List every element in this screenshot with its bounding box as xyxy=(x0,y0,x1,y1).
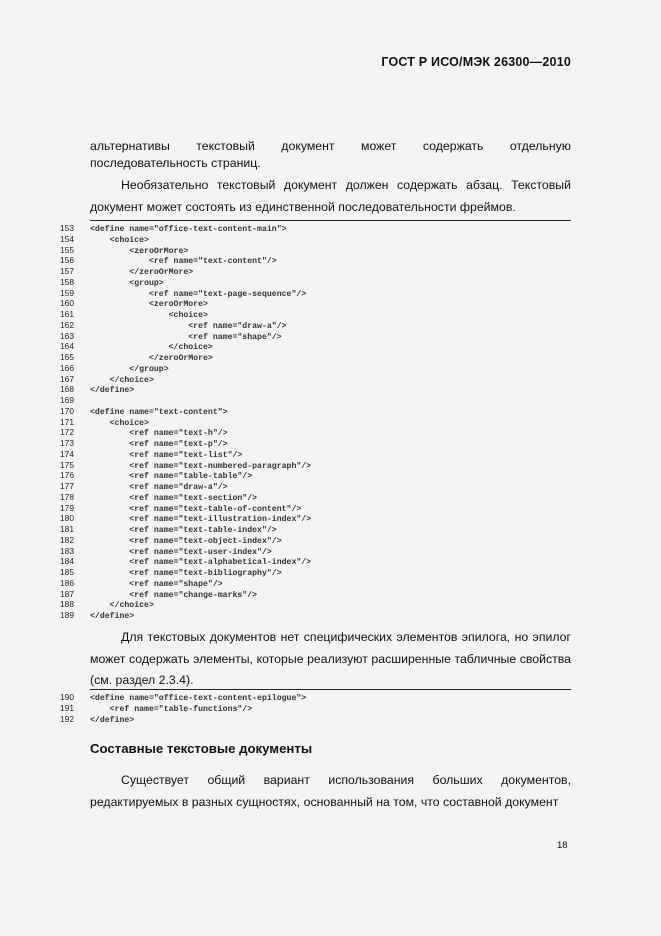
code-line xyxy=(60,524,571,535)
code-line xyxy=(60,298,571,309)
code-text: </define> xyxy=(90,715,135,725)
line-number: 170 xyxy=(60,405,74,416)
line-number: 187 xyxy=(60,588,74,599)
document-header: ГОСТ Р ИСО/МЭК 26300—2010 xyxy=(381,55,571,69)
code-text: <ref name="shape"/> xyxy=(90,579,223,589)
code-text: <ref name="text-alphabetical-index"/> xyxy=(90,558,312,567)
line-number: 154 xyxy=(60,233,74,244)
code-text: </define> xyxy=(90,386,135,395)
paragraph-optional-paragraph: Необязательно текстовый документ должен содержать абзац. Текстовый документ может состоять из единственной последовательности фреймов. xyxy=(90,178,571,214)
paragraph-compound-documents: Существует общий вариант использования больших документов, редактируемых в разных сущностях, основанный на том, что составной документ xyxy=(90,773,571,809)
code-text: <ref name="text-section"/> xyxy=(90,493,258,503)
line-number: 174 xyxy=(60,448,74,459)
code-text: <zeroOrMore> xyxy=(90,246,189,256)
code-text: </choice> xyxy=(90,343,213,352)
code-line xyxy=(60,460,571,471)
code-text: <choice> xyxy=(90,311,208,320)
code-line xyxy=(60,341,571,352)
code-line xyxy=(60,234,571,245)
code-line xyxy=(60,363,571,374)
code-line xyxy=(60,288,571,299)
code-text: <zeroOrMore> xyxy=(90,300,208,309)
code-text: <ref name="text-table-of-content"/> xyxy=(90,504,302,514)
code-text: <ref name="text-illustration-index"/> xyxy=(90,515,312,524)
line-number: 190 xyxy=(60,692,74,702)
code-text: <ref name="table-table"/> xyxy=(90,472,253,481)
line-number: 162 xyxy=(60,319,74,330)
code-line xyxy=(60,331,571,342)
line-number: 186 xyxy=(60,577,74,588)
line-number: 179 xyxy=(60,502,74,513)
code-text: <ref name="table-functions"/> xyxy=(90,704,253,714)
line-number: 192 xyxy=(60,713,74,724)
line-number: 172 xyxy=(60,427,74,438)
line-number: 171 xyxy=(60,416,74,427)
line-number: 164 xyxy=(60,341,74,352)
code-text: <group> xyxy=(90,278,164,288)
code-line xyxy=(60,417,571,428)
line-number: 189 xyxy=(60,610,74,620)
line-number: 175 xyxy=(60,459,74,470)
line-number: 182 xyxy=(60,534,74,545)
code-line xyxy=(60,320,571,331)
code-text: </choice> xyxy=(90,375,154,385)
line-number: 177 xyxy=(60,481,74,491)
line-number: 180 xyxy=(60,513,74,524)
code-block-2 xyxy=(60,692,571,724)
code-line xyxy=(60,277,571,288)
code-text: <ref name="text-p"/> xyxy=(90,440,228,449)
code-text: <ref name="shape"/> xyxy=(90,332,282,342)
code-text: <ref name="text-h"/> xyxy=(90,429,228,438)
code-line xyxy=(60,470,571,481)
code-line xyxy=(60,692,571,703)
code-text: <ref name="text-bibliography"/> xyxy=(90,569,282,578)
code-line xyxy=(60,599,571,610)
code-line xyxy=(60,703,571,714)
line-number: 176 xyxy=(60,470,74,481)
paragraph-continued-2: последовательность страниц. xyxy=(90,156,261,170)
line-number: 163 xyxy=(60,330,74,341)
code-text: <choice> xyxy=(90,418,149,428)
code-text: <ref name="text-numbered-paragraph"/> xyxy=(90,461,312,471)
section-heading: Составные текстовые документы xyxy=(90,741,313,756)
code-line xyxy=(60,309,571,320)
code-block-1 xyxy=(60,223,571,621)
paragraph-continued-1: альтернативы текстовый документ может содержать отдельную xyxy=(90,139,571,153)
code-line xyxy=(60,245,571,256)
line-number: 167 xyxy=(60,373,74,384)
line-number: 188 xyxy=(60,599,74,610)
code-text: <define name="office-text-content-main"> xyxy=(90,225,287,234)
code-line xyxy=(60,406,571,417)
code-text: </zeroOrMore> xyxy=(90,268,194,277)
code-line xyxy=(60,546,571,557)
line-number: 158 xyxy=(60,276,74,287)
line-number: 178 xyxy=(60,491,74,502)
code-line xyxy=(60,492,571,503)
code-text: <ref name="text-object-index"/> xyxy=(90,536,282,546)
code-line xyxy=(60,578,571,589)
code-text: <ref name="text-table-index"/> xyxy=(90,526,277,535)
code-line xyxy=(60,513,571,524)
code-line xyxy=(60,438,571,449)
line-number: 155 xyxy=(60,244,74,255)
code-text: <ref name="change-marks"/> xyxy=(90,590,258,600)
code-line xyxy=(60,535,571,546)
code-line xyxy=(60,714,571,725)
code-text: <ref name="draw-a"/> xyxy=(90,483,228,492)
line-number: 184 xyxy=(60,556,74,567)
code-line xyxy=(60,567,571,578)
line-number: 169 xyxy=(60,395,74,405)
code-text: </define> xyxy=(90,612,135,621)
code-text: <define name="office-text-content-epilogue"> xyxy=(90,694,307,703)
code-line xyxy=(60,374,571,385)
code-line xyxy=(60,503,571,514)
line-number: 166 xyxy=(60,362,74,373)
code-block-2-rule xyxy=(90,689,571,690)
line-number: 191 xyxy=(60,702,74,713)
code-text: <choice> xyxy=(90,235,149,245)
code-line xyxy=(60,223,571,234)
line-number: 159 xyxy=(60,287,74,298)
code-line xyxy=(60,427,571,438)
code-text: <ref name="text-user-index"/> xyxy=(90,547,272,557)
code-line xyxy=(60,610,571,621)
code-text: <ref name="text-page-sequence"/> xyxy=(90,289,307,299)
code-line xyxy=(60,449,571,460)
code-line xyxy=(60,352,571,363)
code-line xyxy=(60,255,571,266)
code-line xyxy=(60,589,571,600)
code-line xyxy=(60,384,571,395)
line-number: 173 xyxy=(60,438,74,448)
code-text: </choice> xyxy=(90,601,154,610)
code-line xyxy=(60,395,571,406)
line-number: 168 xyxy=(60,384,74,395)
code-text: <ref name="draw-a"/> xyxy=(90,321,287,331)
page-number: 18 xyxy=(557,840,568,851)
code-line xyxy=(60,556,571,567)
paragraph-epilogue: Для текстовых документов нет специфических элементов эпилога, но эпилог может содержать элементы, которые реализуют расширенные табличные свойства (см. раздел 2.3.4). xyxy=(90,630,571,687)
line-number: 157 xyxy=(60,266,74,276)
code-text: </group> xyxy=(90,364,169,374)
line-number: 165 xyxy=(60,352,74,362)
code-text: <define name="text-content"> xyxy=(90,407,228,417)
code-text: <ref name="text-content"/> xyxy=(90,257,277,266)
code-text: <ref name="text-list"/> xyxy=(90,450,243,460)
line-number: 160 xyxy=(60,298,74,309)
code-line xyxy=(60,481,571,492)
line-number: 181 xyxy=(60,524,74,534)
line-number: 156 xyxy=(60,255,74,266)
line-number: 161 xyxy=(60,309,74,319)
code-block-1-rule xyxy=(90,220,571,221)
code-line xyxy=(60,266,571,277)
line-number: 153 xyxy=(60,223,74,233)
line-number: 185 xyxy=(60,567,74,577)
line-number: 183 xyxy=(60,545,74,556)
code-text: </zeroOrMore> xyxy=(90,354,213,363)
